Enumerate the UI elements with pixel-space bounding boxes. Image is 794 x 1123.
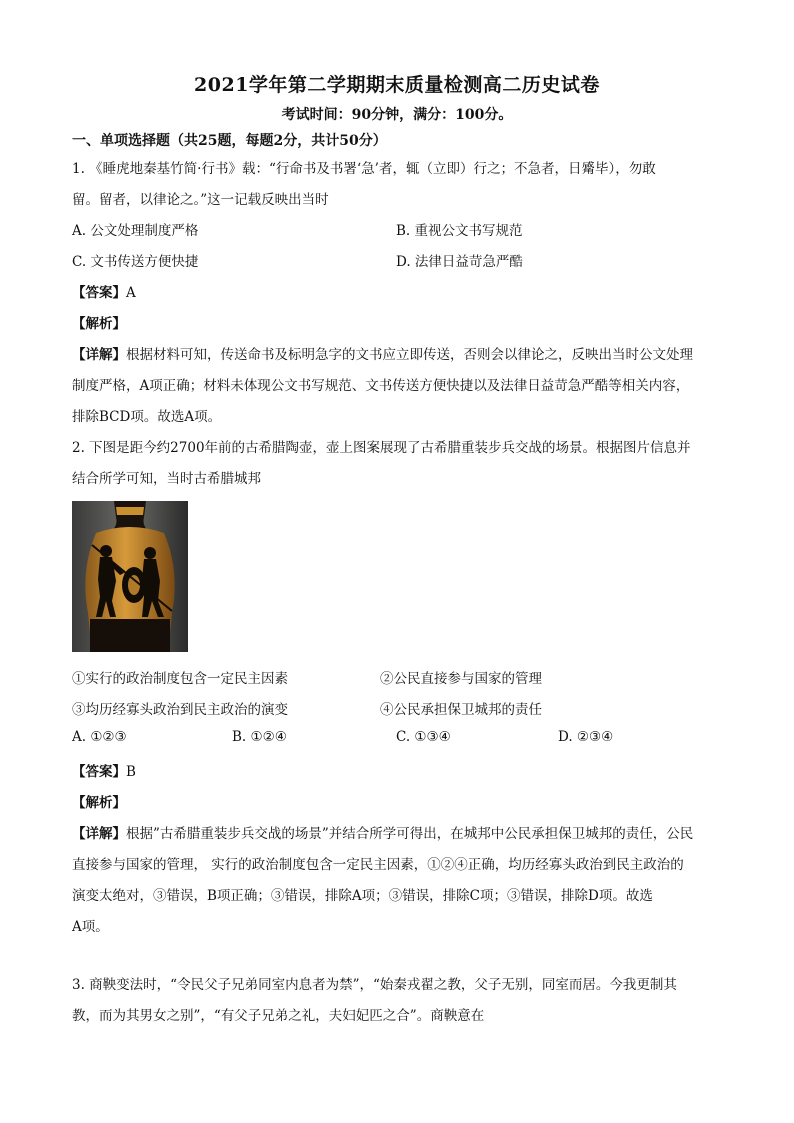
q1-stem-line1: 1. 《睡虎地秦基竹简·行书》载：“行命书及书署‘急’者，辄（立即）行之；不急者，日觱毕），勿敢 (72, 161, 656, 177)
q2-stem-line2: 结合所学可知，当时古希腊城邦 (72, 471, 261, 487)
q1-analysis-heading (72, 312, 126, 332)
q2-detail-line2: 直接参与国家的管理， 实行的政治制度包含一定民主因素，①②④正确，均历经寡头政治到民主政治的 (72, 857, 684, 873)
q2-detail-line4: A项。 (72, 919, 109, 935)
q1-detail-text1: 根据材料可知，传送命书及标明急字的文书应立即传送，否则会以律论之，反映出当时公文处理 (126, 347, 693, 363)
analysis-label: 【解析】 (72, 795, 126, 811)
section-heading: 一、单项选择题（共25题，每题2分，共计50分） (72, 133, 387, 149)
q2-answer (72, 760, 136, 780)
q1-detail-line2: 制度严格，A项正确；材料未体现公文书写规范、文书传送方便快捷以及法律日益苛急严酷等相关内容， (72, 378, 690, 394)
q1-option-c: C. 文书传送方便快捷 (72, 254, 199, 270)
greek-vase-image (72, 501, 188, 652)
q1-detail-line1 (72, 343, 693, 363)
analysis-label: 【解析】 (72, 316, 126, 332)
exam-info: 考试时间：90分钟，满分：100分。 (281, 107, 513, 123)
q2-statement-2: ②公民直接参与国家的管理 (380, 671, 542, 687)
q2-option-a: A. ①②③ (72, 729, 127, 745)
answer-label: 【答案】 (72, 285, 126, 301)
q2-analysis-heading (72, 791, 126, 811)
q2-stem-line1: 2. 下图是距今约2700年前的古希腊陶壶，壶上图案展现了古希腊重装步兵交战的场景。根据图片信息并 (72, 440, 691, 456)
answer-value: B (126, 764, 136, 780)
q1-option-d: D. 法律日益苛急严酷 (396, 254, 523, 270)
detail-label: 【详解】 (72, 347, 126, 363)
answer-value: A (126, 285, 136, 301)
q2-statement-1: ①实行的政治制度包含一定民主因素 (72, 671, 288, 687)
q1-detail-line3: 排除BCD项。故选A项。 (72, 409, 222, 425)
q2-detail-text1: 根据”古希腊重装步兵交战的场景”并结合所学可得出，在城邦中公民承担保卫城邦的责任，公民 (126, 826, 694, 842)
q3-stem-line1: 3. 商鞅变法时，“令民父子兄弟同室内息者为禁”，“始秦戎翟之教，父子无别，同室而居。今我更制其 (72, 977, 677, 993)
q1-answer (72, 281, 136, 301)
answer-label: 【答案】 (72, 764, 126, 780)
q3-stem-line2: 教，而为其男女之别”，“有父子兄弟之礼，夫妇妃匹之合”。商鞅意在 (72, 1008, 485, 1024)
q2-option-c: C. ①③④ (396, 729, 451, 745)
q1-option-b: B. 重视公文书写规范 (396, 223, 523, 239)
vase-illustration (72, 501, 188, 652)
detail-label: 【详解】 (72, 826, 126, 842)
q2-option-b: B. ①②④ (232, 729, 287, 745)
q2-detail-line3: 演变太绝对，③错误，B项正确；③错误，排除A项；③错误，排除C项；③错误，排除D项。故选 (72, 888, 653, 904)
q2-detail-line1 (72, 822, 693, 842)
q1-option-a: A. 公文处理制度严格 (72, 223, 199, 239)
q2-statement-4: ④公民承担保卫城邦的责任 (380, 702, 542, 718)
q2-statement-3: ③均历经寡头政治到民主政治的演变 (72, 702, 288, 718)
page-title: 2021学年第二学期期末质量检测高二历史试卷 (194, 74, 600, 96)
q2-option-d: D. ②③④ (558, 729, 614, 745)
q1-stem-line2: 留。留者，以律论之。”这一记载反映出当时 (72, 192, 329, 208)
